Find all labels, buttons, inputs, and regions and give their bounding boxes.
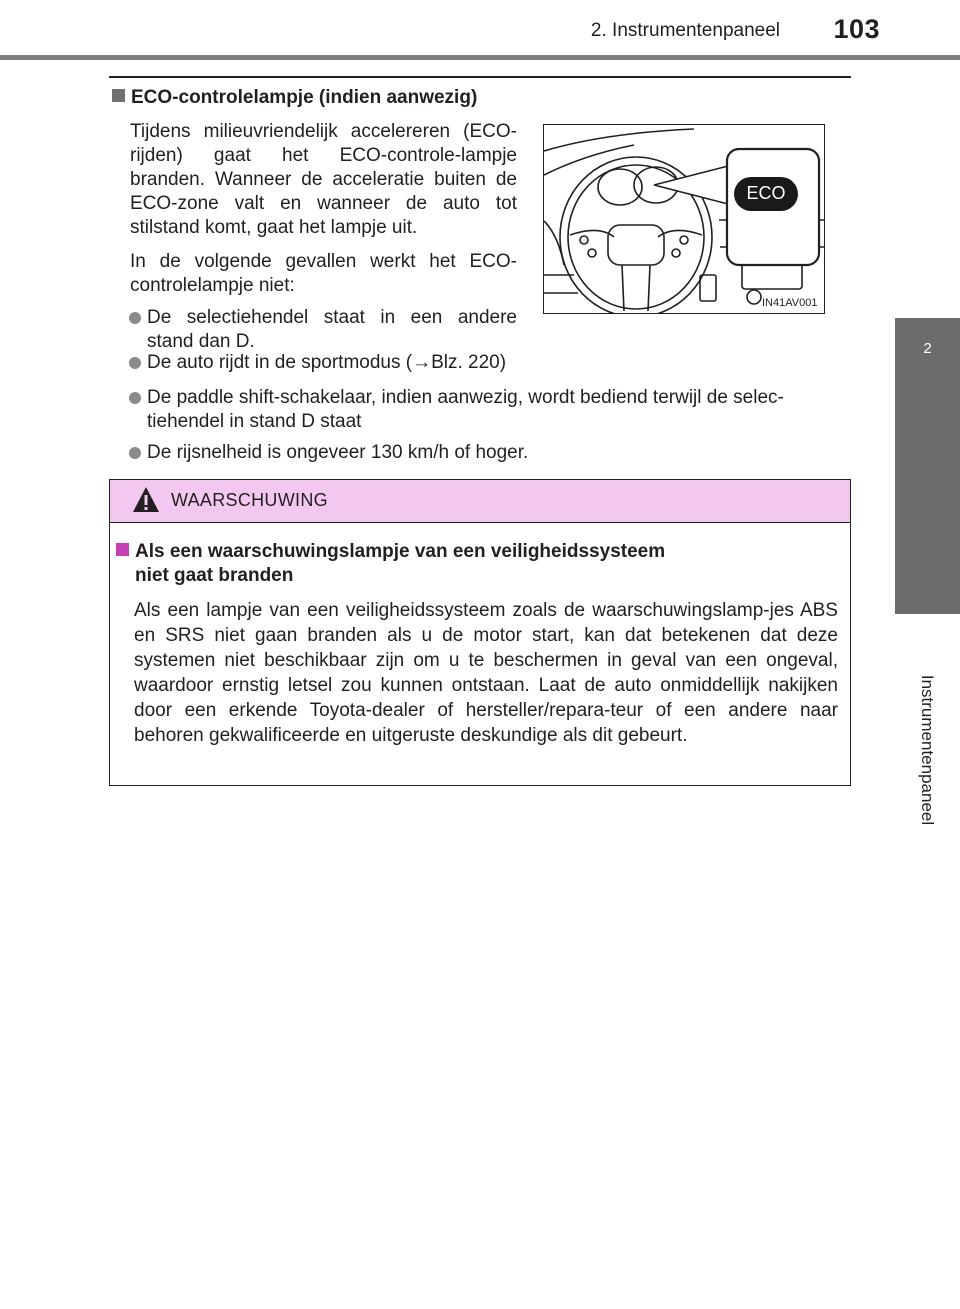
steering-wheel-illustration [544,125,825,314]
section-rule [109,76,851,78]
section-heading [112,87,477,109]
list-item-text: De paddle shift-schakelaar, indien aanwezig, wordt bediend terwijl de selec-tiehendel in stand D staat [147,387,784,432]
conditions-intro: In de volgende gevallen werkt het ECO-controlelampje niet: [130,251,517,296]
warning-triangle-icon [131,485,161,520]
list-item [147,351,847,375]
chapter-tab-number: 2 [923,340,932,357]
bullet-dot-icon [129,392,141,404]
bullet-dot-icon [129,447,141,459]
warning-text: Als een lampje van een veiligheidssysteem zoals de waarschuwingslamp-jes ABS en SRS niet gaan branden als u de motor start, kan dat betekenen dat deze systemen niet beschikbaar zijn om u te beschermen in geval van een ongeval, waardoor ernstig letsel zou kunnen ontstaan. Laat de auto onmiddellijk nakijken door een erkende Toyota-dealer of hersteller/repara-teur of een andere naar behoren gekwalificeerde en uitgeruste deskundige als dit gebeurt. [134,600,838,746]
square-bullet-icon [112,89,125,102]
bullet-dot-icon [129,312,141,324]
header-rule [0,55,960,60]
warning-title: WAARSCHUWING [171,490,328,510]
section-heading-text: ECO-controlelampje (indien aanwezig) [131,87,478,108]
warning-item-title-line1: Als een waarschuwingslampje van een veiligheidssysteem [135,541,666,562]
list-item [147,386,853,434]
eco-indicator-label: ECO [746,183,786,203]
list-item [147,441,847,465]
dashboard-illustration [543,124,825,314]
warning-item-title [116,540,816,588]
chapter-side-label-text: Instrumentenpaneel [918,674,937,826]
list-item-text: De selectiehendel staat in een andere stand dan D. [147,307,517,352]
warning-item-title-line2: niet gaat branden [135,565,294,586]
page-number: 103 [833,14,880,44]
list-item [147,306,517,354]
warning-box [109,479,851,786]
list-item-text: De rijsnelheid is ongeveer 130 km/h of hoger. [147,442,529,463]
chapter-side-tab [895,318,960,614]
bullet-dot-icon [129,357,141,369]
warning-header [110,480,850,523]
square-bullet-icon [116,543,129,556]
intro-paragraph: Tijdens milieuvriendelijk accelereren (ECO-rijden) gaat het ECO-controle-lampje branden. Wanneer de acceleratie buiten de ECO-zone valt en wanneer de auto tot stilstand komt, gaat het lampje uit. [130,121,517,238]
figure-code: IN41AV001 [762,297,818,309]
chapter-side-label [912,620,942,880]
chapter-title: 2. Instrumentenpaneel [590,20,780,41]
list-item-text: De auto rijdt in de sportmodus (→Blz. 220) [147,352,507,373]
